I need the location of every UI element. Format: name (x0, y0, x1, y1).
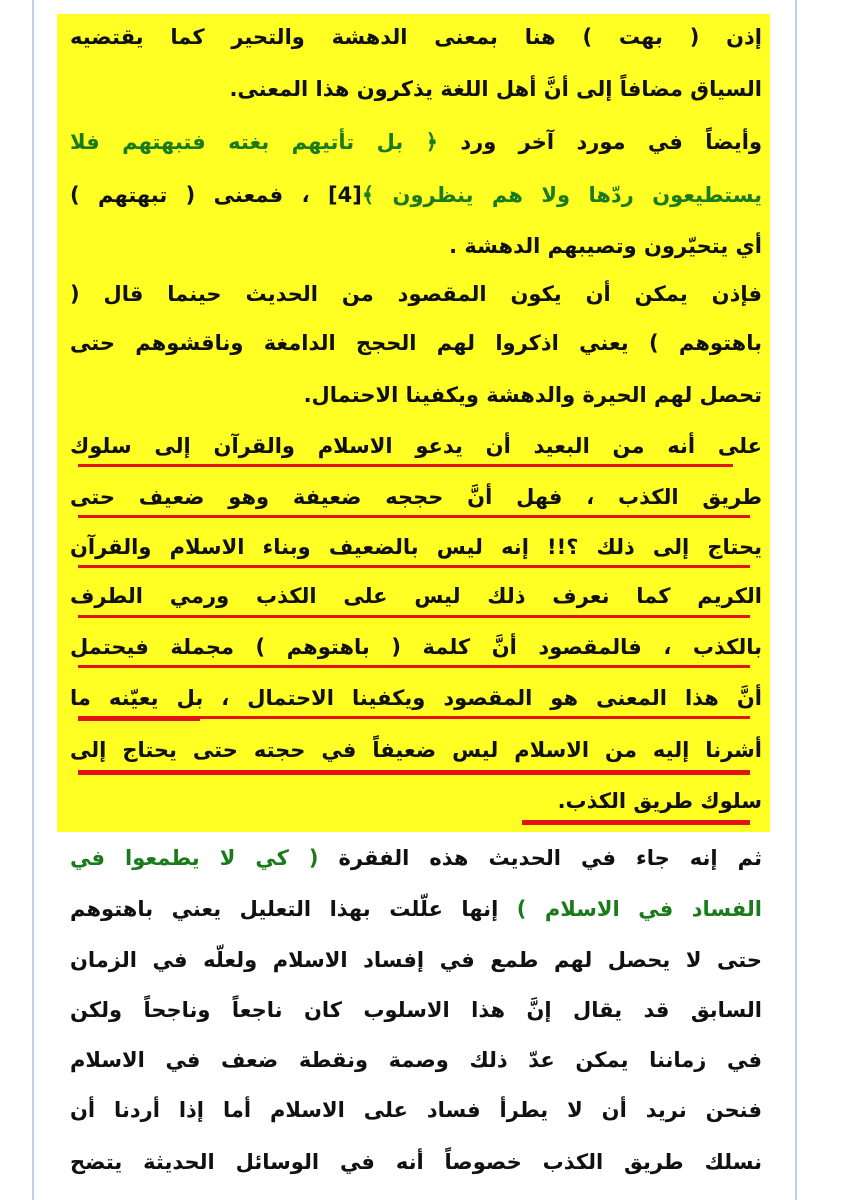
red-underline-emphasis (78, 770, 750, 775)
text-segment: ، فمعنى ( تبهتهم ) (70, 183, 328, 207)
text-line: سلوك طريق الكذب. (557, 789, 762, 813)
text-line: الكريم كما نعرف ذلك ليس على الكذب ورمي الطرف (70, 584, 762, 608)
text-line: فنحن نريد أن لا يطرأ فساد على الاسلام أما إذا أردنا أن (70, 1098, 762, 1122)
text-line: بالكذب ، فالمقصود أنَّ كلمة ( باهتوهم ) مجملة فيحتمل (70, 635, 762, 659)
page-margin-line-left (32, 0, 34, 1200)
text-line: طريق الكذب ، فهل أنَّ حججه ضعيفة وهو ضعيف حتى (70, 485, 762, 509)
text-line (70, 122, 762, 162)
red-underline (78, 615, 750, 618)
text-line: نسلك طريق الكذب خصوصاً أنه في الوسائل الحديثة يتضح (70, 1150, 762, 1174)
red-underline (78, 515, 750, 518)
footnote-marker[interactable]: [4] (327, 183, 362, 207)
hadith-quote: الفساد في الاسلام ) (516, 897, 762, 921)
red-underline (78, 565, 750, 568)
red-underline-emphasis (522, 820, 750, 825)
text-line: يحتاج إلى ذلك ؟!! إنه ليس بالضعيف وبناء الاسلام والقرآن (70, 535, 762, 559)
text-line: إذن ( بهت ) هنا بمعنى الدهشة والتحير كما يقتضيه (70, 25, 762, 49)
text-segment: وأيضاً في مورد آخر ورد (437, 130, 762, 154)
red-underline-emphasis (78, 716, 200, 721)
text-line: باهتوهم ) يعني اذكروا لهم الحجج الدامغة وناقشوهم حتى (70, 331, 762, 355)
text-line: أشرنا إليه من الاسلام ليس ضعيفاً في حجته حتى يحتاج إلى (70, 738, 762, 762)
text-line: تحصل لهم الحيرة والدهشة ويكفينا الاحتمال. (303, 383, 762, 407)
page-margin-line-right (795, 0, 797, 1200)
text-line (70, 175, 762, 215)
text-line: فإذن يمكن أن يكون المقصود من الحديث حينما قال ( (70, 282, 762, 306)
text-segment: إنها علّلت بهذا التعليل يعني باهتوهم (70, 897, 517, 921)
text-line: السياق مضافاً إلى أنَّ أهل اللغة يذكرون هذا المعنى. (229, 77, 762, 101)
quran-verse: ﴿ بل تأتيهم بغته فتبهتهم فلا (70, 130, 438, 154)
text-line: على أنه من البعيد أن يدعو الاسلام والقرآن إلى سلوك (70, 434, 762, 458)
text-line (70, 889, 762, 929)
hadith-quote: ( كي لا يطمعوا في (70, 846, 319, 870)
text-segment: ثم إنه جاء في الحديث هذه الفقرة (318, 846, 762, 870)
text-line: في زماننا يمكن عدّ ذلك وصمة ونقطة ضعف في الاسلام (70, 1048, 762, 1072)
text-line (70, 838, 762, 878)
text-line: أي يتحيّرون وتصيبهم الدهشة . (449, 234, 762, 258)
text-line: أنَّ هذا المعنى هو المقصود ويكفينا الاحتمال ، بل يعيّنه ما (70, 686, 762, 710)
red-underline (78, 665, 750, 668)
quran-verse: يستطيعون ردّها ولا هم ينظرون ﴾ (361, 183, 762, 207)
text-line: حتى لا يحصل لهم طمع في إفساد الاسلام ولعلّه في الزمان (70, 948, 762, 972)
text-line: السابق قد يقال إنَّ هذا الاسلوب كان ناجعاً وناجحاً ولكن (70, 998, 762, 1022)
red-underline (78, 464, 733, 467)
